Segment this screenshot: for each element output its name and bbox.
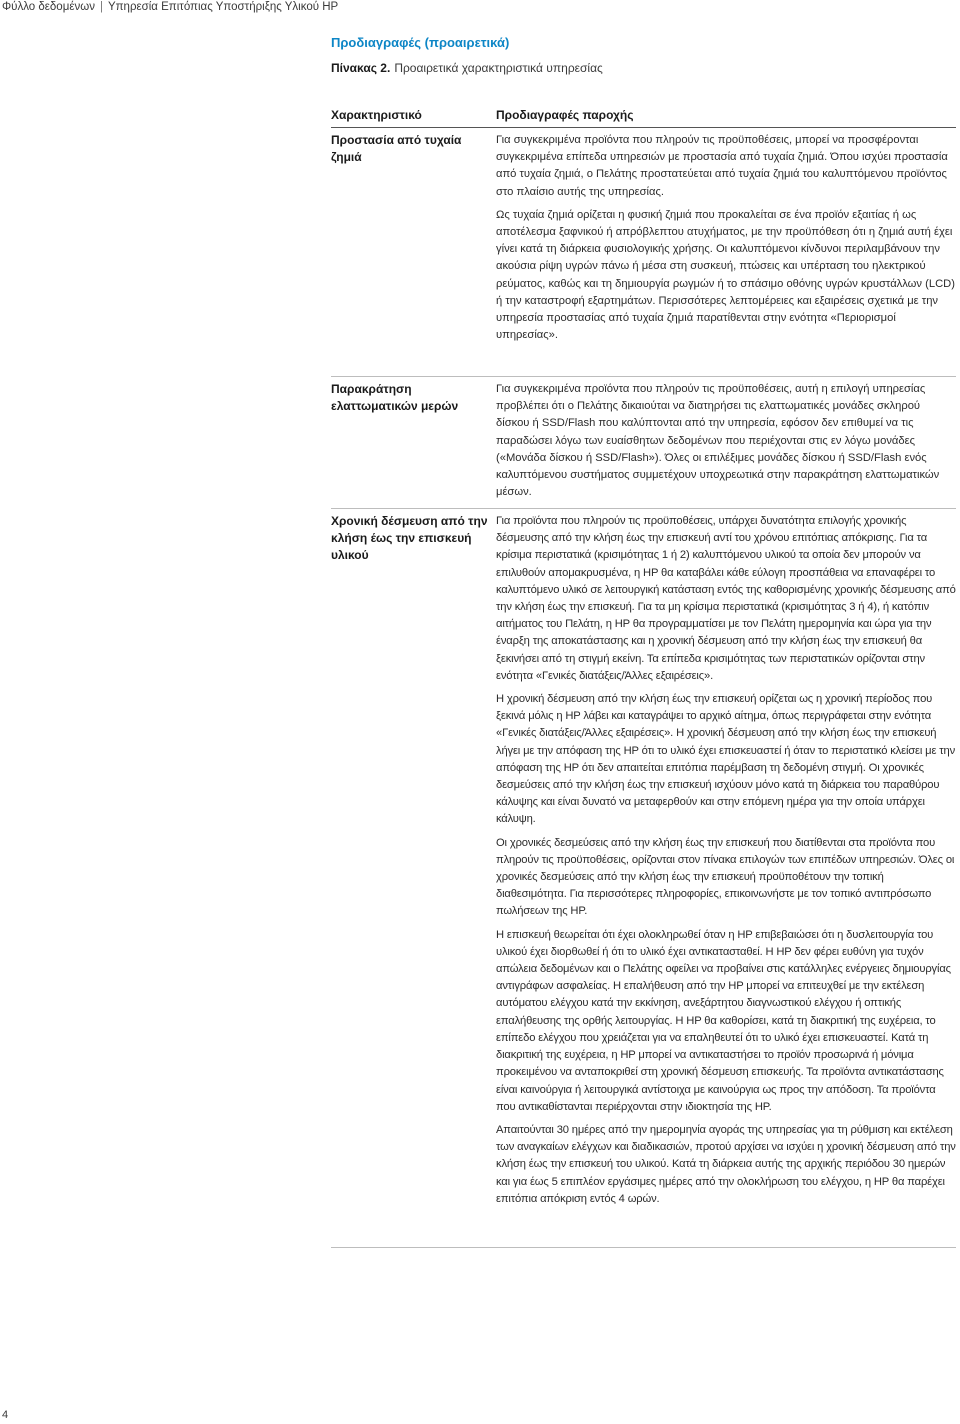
description-paragraph: Απαιτούνται 30 ημέρες από την ημερομηνία αγοράς της υπηρεσίας για τη ρύθμιση και εκτέλεση των αναγκαίων ελέγχων και διαδικασιών, προτού αρχίσει να ισχύει η χρονική δέσμευση από την κλήση έως την επισκευή του υλικού. Κατά τη διάρκεια αυτής της αρχικής περιόδου 30 ημερών και για έως 5 επιπλέον εργάσιμες ημέρες από την ολοκλήρωση του ελέγχου, η HP θα παρέχει επιτόπια απόκριση εντός 4 ωρών. (496, 1123, 956, 1205)
column-header-specifications: Προδιαγραφές παροχής (496, 108, 634, 122)
description-paragraph: Οι χρονικές δεσμεύσεις από την κλήση έως την επισκευή που διατίθενται στα προϊόντα που πληρούν τις προϋποθέσεις, ορίζονται στον πίνακα επιλογών των επιπέδων υπηρεσιών. Όλες οι χρονικές δεσμεύσεις από την κλήση έως την επισκευή προϋποθέτουν την τοπική διαθεσιμότητα. Για περισσότερες πληροφορίες, επικοινωνήστε με τον τοπικό αντιπρόσωπο πωλήσεων της HP. (496, 836, 955, 918)
feature-description (496, 509, 956, 1214)
page-number: 4 (2, 1409, 9, 1421)
running-header (2, 0, 338, 14)
table-row-defective-media-retention (331, 377, 956, 509)
feature-label: Χρονική δέσμευση από την κλήση έως την επισκευή υλικού (331, 514, 488, 562)
feature-label: Προστασία από τυχαία ζημιά (331, 133, 462, 164)
table-row-call-to-repair (331, 509, 956, 1248)
description-paragraph: Η επισκευή θεωρείται ότι έχει ολοκληρωθεί όταν η HP επιβεβαιώσει ότι η δυσλειτουργία του υλικού έχει διορθωθεί ή ότι το υλικό έχει αντικατασταθεί. Η HP δεν φέρει ευθύνη για τυχόν απώλεια δεδομένων και ο Πελάτης οφείλει να προβαίνει στις κατάλληλες ενέργειες δημιουργίας αντιγράφων ασφαλείας. Η επαλήθευση από την HP μπορεί να επιτευχθεί με την εκτέλεση αυτόματου ελέγχου κατά την εκκίνηση, ανεξάρτητου διαγνωστικού ελέγχου ή οπτικής επαλήθευσης της ορθής λειτουργίας. Η HP θα καθορίσει, κατά τη διακριτική της ευχέρεια, το επίπεδο ελέγχου που χρειάζεται για να επαληθευτεί ότι το υλικό έχει επισκευαστεί. Κατά τη διακριτική της ευχέρεια, η HP μπορεί να αντικαταστήσει το προϊόν προσωρινά ή μόνιμα προκειμένου να ανταποκριθεί στη χρονική δέσμευση επισκευής. Τα προϊόντα αντικατάστασης είναι καινούργια ή λειτουργικά αντίστοιχα με καινούργια ως προς την απόδοση. Τα προϊόντα που αντικαθίστανται περιέρχονται στην ιδιοκτησία της HP. (496, 928, 951, 1113)
table-row-accidental-damage (331, 128, 956, 377)
description-paragraph: Για συγκεκριμένα προϊόντα που πληρούν τις προϋποθέσεις, αυτή η επιλογή υπηρεσίας προβλέπει ότι ο Πελάτης δικαιούται να διατηρήσει τις ελαττωματικές μονάδες σκληρού δίσκου ή SSD/Flash που καλύπτονται από την υπηρεσία, εφόσον δεν επιθυμεί να τις παραδώσει λόγω των ευαίσθητων δεδομένων που περιέχονται στις εν λόγω μονάδες («Μονάδα δίσκου ή SSD/Flash»). Όλες οι επιλέξιμες μονάδες δίσκου ή SSD/Flash ενός καλυπτόμενου συστήματος συμμετέχουν υποχρεωτικά στην παρακράτηση ελαττωματικών μέσων. (496, 383, 940, 499)
description-paragraph: Ως τυχαία ζημιά ορίζεται η φυσική ζημιά που προκαλείται σε ένα προϊόν εξαιτίας ή ως αποτέλεσμα ξαφνικού ή απρόβλεπτου ατυχήματος, με την προϋπόθεση ότι η ζημιά αυτή έχει γίνει κατά τη διάρκεια φυσιολογικής χρήσης. Οι καλυπτόμενοι κίνδυνοι περιλαμβάνουν την ακούσια ρίψη υγρών πάνω ή μέσα στη συσκευή, πτώσεις και υπέρταση του ηλεκτρικού ρεύματος, καθώς και τη δημιουργία ρωγμών ή το σπάσιμο οθόνης υγρών κρυστάλλων (LCD) ή την καταστροφή εξαρτημάτων. Περισσότερες λεπτομέρειες και εξαιρέσεις σχετικά με την υπηρεσία προστασίας από τυχαία ζημιά παρατίθενται στην ενότητα «Περιορισμοί υπηρεσίας». (496, 208, 955, 342)
table-caption-text: Προαιρετικά χαρακτηριστικά υπηρεσίας (394, 61, 603, 75)
header-doc-type: Φύλλο δεδομένων (2, 1, 95, 13)
column-header-feature: Χαρακτηριστικό (331, 108, 422, 122)
header-service-name: Υπηρεσία Επιτόπιας Υποστήριξης Υλικού HP (107, 1, 339, 13)
feature-description (496, 128, 956, 350)
table-caption-label: Πίνακας 2. (331, 61, 391, 75)
header-separator: | (99, 1, 103, 13)
description-paragraph: Η χρονική δέσμευση από την κλήση έως την επισκευή ορίζεται ως η χρονική περίοδος που ξεκινά μόλις η HP λάβει και καταγράψει το αρχικό αίτημα, όπως περιγράφεται στην ενότητα «Γενικές διατάξεις/Άλλες εξαιρέσεις». Η χρονική δέσμευση από την κλήση έως την επισκευή λήγει με την απόφαση της HP ότι το υλικό έχει επισκευαστεί ή όταν το περιστατικό κλείσει με την απόφαση της HP ότι δεν απαιτείται επιτόπια παρέμβαση τη δεδομένη στιγμή. Οι χρονικές δεσμεύσεις από την κλήση έως την επισκευή ισχύουν μόνο κατά τη διάρκεια του παραθύρου κάλυψης και είναι δυνατό να μεταφερθούν και στην επόμενη ημέρα για την οποία υπάρχει κάλυψη. (496, 693, 956, 826)
section-title: Προδιαγραφές (προαιρετικά) (331, 35, 510, 50)
table-header-row (331, 104, 956, 128)
description-paragraph: Για προϊόντα που πληρούν τις προϋποθέσεις, υπάρχει δυνατότητα επιλογής χρονικής δέσμευσης από την κλήση έως την επισκευή αντί του χρόνου επιτόπιας απόκρισης. Για τα κρίσιμα περιστατικά (κρισιμότητας 1 ή 2) καλυπτόμενου υλικού τα οποία δεν μπορούν να επιλυθούν απομακρυσμένα, η HP θα καταβάλει κάθε εύλογη προσπάθεια να επαναφέρει το καλυπτόμενο υλικό σε λειτουργική κατάσταση εντός της καθορισμένης χρονικής δέσμευσης από την κλήση έως την επισκευή. Για τα μη κρίσιμα περιστατικά (κρισιμότητας 3 ή 4), ή κατόπιν αιτήματος του Πελάτη, η HP θα προγραμματίσει με τον Πελάτη ημερομηνία και ώρα για την έναρξη της αποκατάστασης και η χρονική δέσμευση από την κλήση έως την επισκευή θα ξεκινήσει από τη στιγμή εκείνη. Τα επίπεδα κρισιμότητας των περιστατικών ορίζονται στην ενότητα «Γενικές διατάξεις/Άλλες εξαιρέσεις». (496, 515, 956, 682)
description-paragraph: Για συγκεκριμένα προϊόντα που πληρούν τις προϋποθέσεις, μπορεί να προσφέρονται συγκεκριμένα επίπεδα υπηρεσιών με προστασία από τυχαία ζημιά. Όπου ισχύει προστασία από τυχαία ζημιά, ο Πελάτης προστατεύεται από τυχαία ζημιά του καλυπτόμενου προϊόντος στο πλαίσιο αυτής της υπηρεσίας. (496, 134, 948, 198)
spec-table (331, 104, 956, 1248)
table-caption (331, 61, 603, 76)
feature-description (496, 377, 956, 507)
feature-label: Παρακράτηση ελαττωματικών μερών (331, 382, 459, 413)
